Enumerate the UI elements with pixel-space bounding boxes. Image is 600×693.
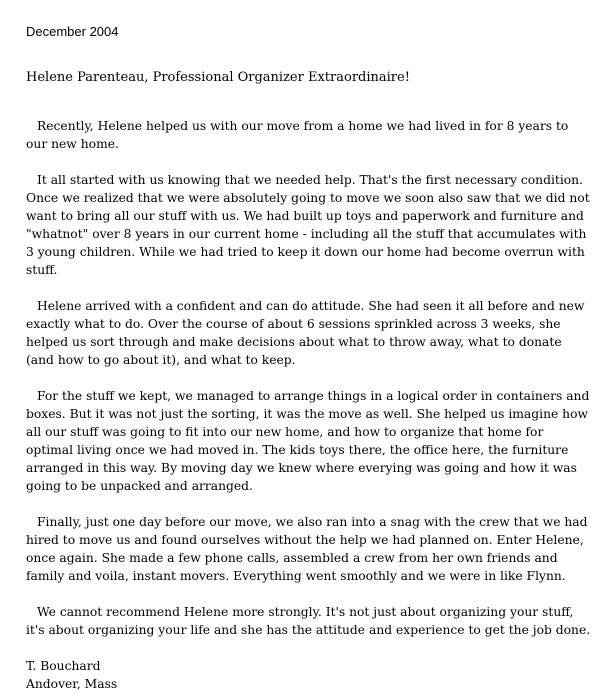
signature-name: T. Bouchard [26,659,101,673]
testimonial-body [26,117,592,693]
paragraph: We cannot recommend Helene more strongly. It's not just about organizing your stuff, it's about organizing your life and she has the attitude and experience to get the job done. [26,605,591,637]
date-line: December 2004 [26,24,119,39]
paragraph: Recently, Helene helped us with our move from a home we had lived in for 8 years to our new home. [26,119,569,151]
paragraph: Finally, just one day before our move, we also ran into a snag with the crew that we had hired to move us and found ourselves without the help we had planned on. Enter Helene, once again. She made a few phone calls, assembled a crew from her own friends and family and voila, instant movers. Everything went smoothly and we were in like Flynn. [26,515,588,583]
signature-location: Andover, Mass [26,677,118,691]
signature-block [26,657,592,693]
page-title: Helene Parenteau, Professional Organizer Extraordinaire! [26,70,410,85]
paragraph: For the stuff we kept, we managed to arrange things in a logical order in containers and boxes. But it was not just the sorting, it was the move as well. She helped us imagine how all our stuff was going to fit into our new home, and how to organize that home for optimal living once we had moved in. The kids toys there, the office here, the furniture arranged in this way. By moving day we knew where everying was going and how it was going to be unpacked and arranged. [26,389,590,493]
paragraph: Helene arrived with a confident and can do attitude. She had seen it all before and new exactly what to do. Over the course of about 6 sessions sprinkled across 3 weeks, she helped us sort through and make decisions about what to throw away, what to donate (and how to go about it), and what to keep. [26,299,585,367]
paragraph: It all started with us knowing that we needed help. That's the first necessary condition. Once we realized that we were absolutely going to move we soon also saw that we did not want to bring all our stuff with us. We had built up toys and paperwork and furniture and "whatnot" over 8 years in our current home - including all the stuff that accumulates with 3 young children. While we had tried to keep it down our home had become overrun with stuff. [26,173,590,277]
